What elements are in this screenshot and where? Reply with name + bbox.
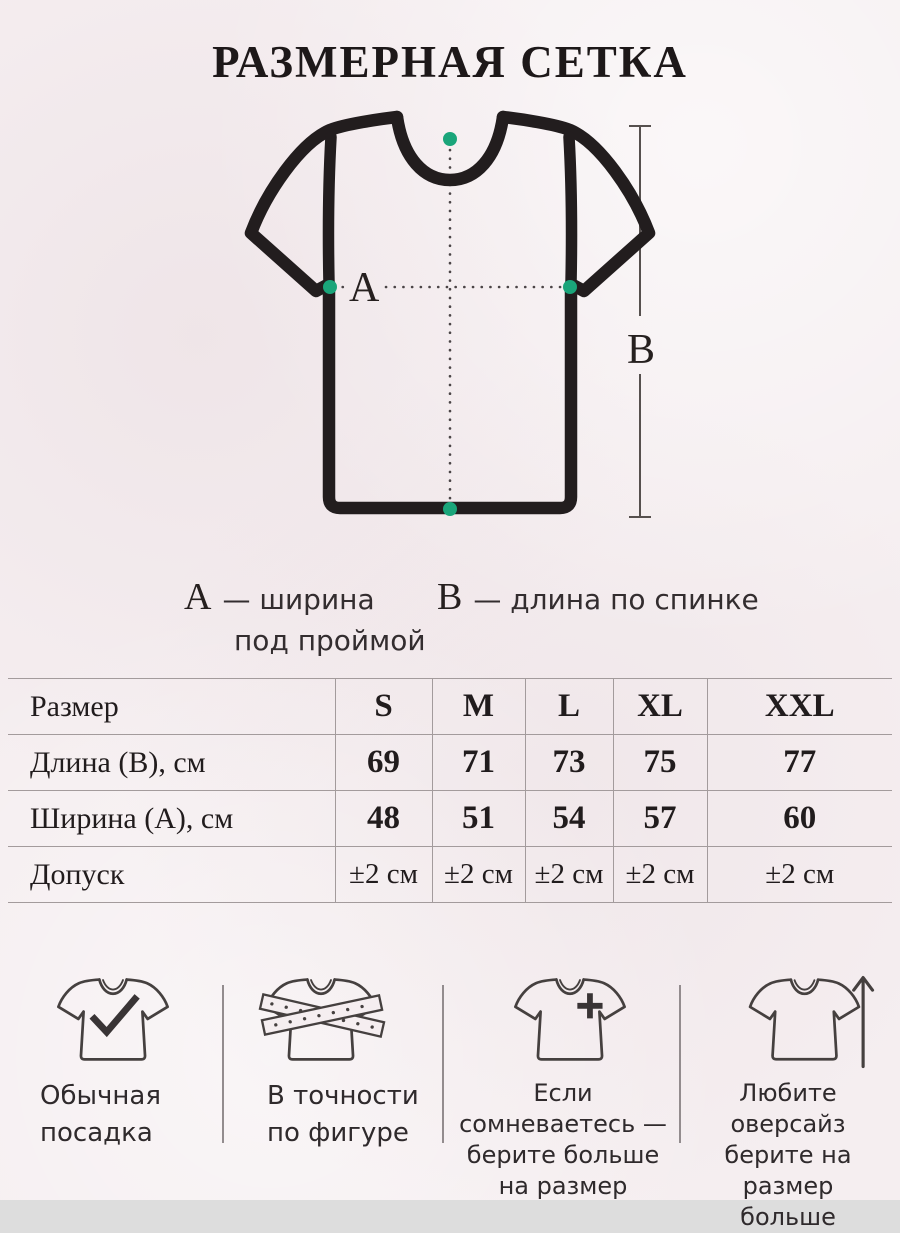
row-label-length: Длина (B), см xyxy=(8,735,335,791)
legend-width-text-2: под проймой xyxy=(234,624,426,657)
tolerance-xxl: ±2 см xyxy=(707,847,892,903)
measure-label-a: A xyxy=(349,265,380,311)
fit-caption-line: Если сомневаетесь — xyxy=(459,1079,667,1138)
tolerance-l: ±2 см xyxy=(525,847,613,903)
length-m: 71 xyxy=(432,735,525,791)
fit-caption-line: Обычная xyxy=(40,1081,161,1111)
legend-width xyxy=(184,575,426,657)
tshirt-plus-icon xyxy=(507,968,633,1073)
legend-length-text: — длина по спинке xyxy=(473,583,759,616)
length-xxl: 77 xyxy=(707,735,892,791)
fit-caption-line: В точности xyxy=(267,1081,419,1111)
tshirt-measurement-diagram xyxy=(240,100,660,530)
legend-length xyxy=(437,575,759,619)
tolerance-xl: ±2 см xyxy=(613,847,707,903)
fit-guide-divider xyxy=(222,985,224,1143)
size-table xyxy=(8,678,892,903)
size-col-xl: XL xyxy=(613,679,707,735)
size-col-m: M xyxy=(432,679,525,735)
table-row-length xyxy=(8,735,892,791)
size-col-l: L xyxy=(525,679,613,735)
fit-caption-line: по фигуре xyxy=(267,1118,409,1148)
fit-caption-line: на размер xyxy=(498,1172,628,1200)
table-row-width xyxy=(8,791,892,847)
tshirt-tape-icon xyxy=(258,968,384,1073)
fit-caption-line: больше xyxy=(740,1203,836,1231)
table-row-tolerance xyxy=(8,847,892,903)
legend-letter-b: B xyxy=(437,576,463,618)
width-xl: 57 xyxy=(613,791,707,847)
width-l: 54 xyxy=(525,791,613,847)
row-label-width: Ширина (A), см xyxy=(8,791,335,847)
measure-label-b: B xyxy=(627,327,656,373)
length-l: 73 xyxy=(525,735,613,791)
width-m: 51 xyxy=(432,791,525,847)
fit-guide-divider xyxy=(679,985,681,1143)
fit-caption-line: берите больше xyxy=(466,1141,660,1169)
length-measure-line xyxy=(629,126,651,517)
tolerance-m: ±2 см xyxy=(432,847,525,903)
fit-caption-line: Любите оверсайз xyxy=(730,1079,846,1138)
legend-width-text: — ширина xyxy=(222,583,375,616)
size-col-s: S xyxy=(335,679,432,735)
fit-caption-line: посадка xyxy=(40,1118,153,1148)
page-title: РАЗМЕРНАЯ СЕТКА xyxy=(212,37,688,88)
fit-caption-line: берите на размер xyxy=(724,1141,852,1200)
length-xl: 75 xyxy=(613,735,707,791)
tolerance-s: ±2 см xyxy=(335,847,432,903)
width-xxl: 60 xyxy=(707,791,892,847)
tshirt-arrow-icon xyxy=(726,968,883,1073)
size-col-xxl: XXL xyxy=(707,679,892,735)
tshirt-outline xyxy=(251,117,649,508)
row-label-tolerance: Допуск xyxy=(8,847,335,903)
width-s: 48 xyxy=(335,791,432,847)
fit-guide-divider xyxy=(442,985,444,1143)
size-table-corner-label: Размер xyxy=(8,679,335,735)
size-table-header-row xyxy=(8,679,892,735)
tshirt-check-icon xyxy=(50,968,176,1073)
length-s: 69 xyxy=(335,735,432,791)
legend-letter-a: A xyxy=(184,576,212,618)
